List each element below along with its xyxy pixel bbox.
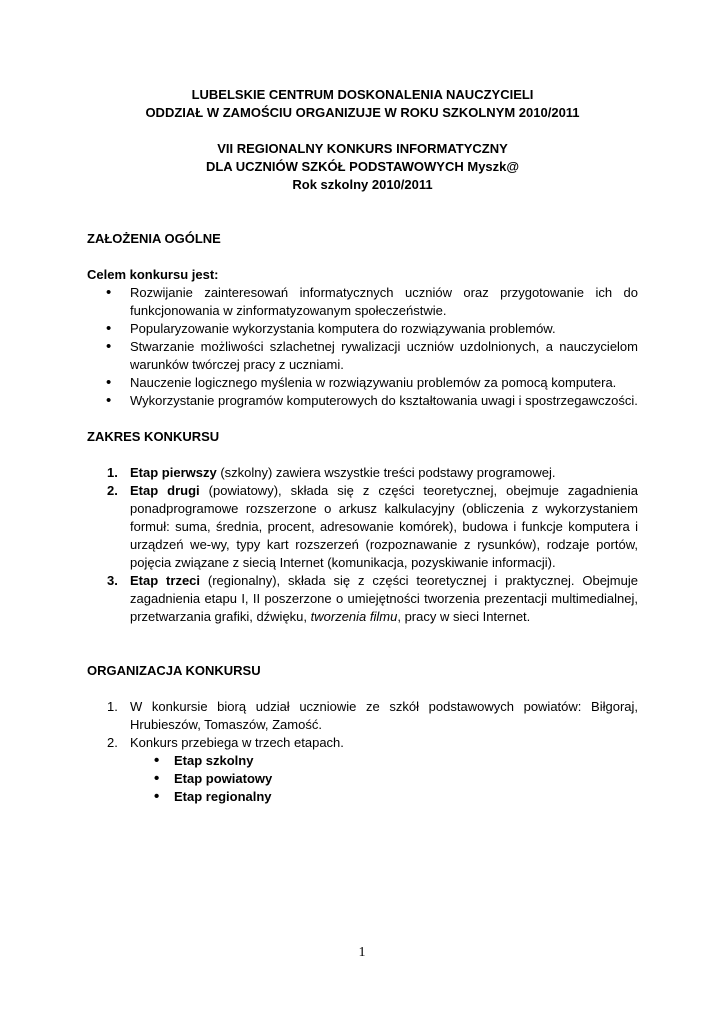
section-title-zakres: ZAKRES KONKURSU: [87, 429, 220, 444]
goal-item: • Stwarzanie możliwości szlachetnej rywalizacji uczniów uzdolnionych, a nauczycielom warunków twórczej pracy z uczniami.: [130, 338, 638, 374]
section-title-zalozenia: ZAŁOŻENIA OGÓLNE: [87, 231, 221, 246]
goal-item: • Wykorzystanie programów komputerowych do kształtowania uwagi i spostrzegawczości.: [130, 392, 638, 410]
scope-item-text: (regionalny), składa się z części teoretycznej i praktycznej. Obejmuje zagadnienia etapu I, II poszerzone o umiejętności tworzenia prezentacji multimedialnej, przetwarzania grafiki, dźwięku,: [130, 573, 638, 624]
scope-item-number: 1.: [107, 465, 118, 480]
section-title-organizacja: ORGANIZACJA KONKURSU: [87, 663, 261, 678]
page-number: 1: [358, 945, 366, 960]
organization-item-2: [107, 734, 638, 752]
scope-item-2: [107, 482, 639, 572]
header-line-5: Rok szkolny 2010/2011: [292, 177, 433, 192]
goals-list: [87, 284, 638, 410]
document-content: [87, 86, 638, 806]
scope-item-label: Etap pierwszy: [130, 465, 217, 480]
organization-item-1: [107, 698, 638, 734]
header-line-1: LUBELSKIE CENTRUM DOSKONALENIA NAUCZYCIELI: [191, 87, 534, 102]
scope-item-1: [107, 464, 638, 482]
scope-item-italic: tworzenia filmu: [310, 609, 398, 624]
header-line-3: VII REGIONALNY KONKURS INFORMATYCZNY: [217, 141, 508, 156]
organization-item-number: 1.: [107, 699, 118, 714]
stage-item: • Etap powiatowy: [174, 770, 638, 788]
scope-item-3: [107, 572, 638, 626]
scope-item-text: (szkolny) zawiera wszystkie treści podstawy programowej.: [216, 465, 556, 480]
stage-item: • Etap regionalny: [174, 788, 638, 806]
goal-item: • Popularyzowanie wykorzystania komputera do rozwiązywania problemów.: [130, 320, 638, 338]
goal-item: • Nauczenie logicznego myślenia w rozwiązywaniu problemów za pomocą komputera.: [130, 374, 638, 392]
organization-item-text: Konkurs przebiega w trzech etapach.: [130, 735, 344, 750]
stage-item: • Etap szkolny: [174, 752, 638, 770]
scope-item-number: 2.: [107, 483, 118, 498]
organization-item-text: W konkursie biorą udział uczniowie ze szkół podstawowych powiatów: Biłgoraj, Hrubieszów, Tomaszów, Zamość.: [130, 699, 638, 732]
scope-item-number: 3.: [107, 573, 118, 588]
organization-item-number: 2.: [107, 735, 118, 750]
header-line-4: DLA UCZNIÓW SZKÓŁ PODSTAWOWYCH Myszk@: [205, 159, 520, 174]
goals-intro: Celem konkursu jest:: [87, 267, 219, 282]
scope-item-text-end: , pracy w sieci Internet.: [397, 609, 531, 624]
header-line-2: ODDZIAŁ W ZAMOŚCIU ORGANIZUJE W ROKU SZKOLNYM 2010/2011: [145, 105, 580, 120]
stages-list: [87, 752, 638, 806]
scope-list: [87, 464, 638, 626]
organization-list: [87, 698, 638, 752]
scope-item-label: Etap drugi: [130, 483, 200, 498]
scope-item-label: Etap trzeci: [130, 573, 201, 588]
goal-item: • Rozwijanie zainteresowań informatycznych uczniów oraz przygotowanie ich do funkcjonowania w zinformatyzowanym społeczeństwie.: [130, 284, 638, 320]
scope-item-text: (powiatowy), składa się z części teoretycznej, obejmuje zagadnienia ponadprogramowe rozszerzone o arkusz kalkulacyjny (obliczenia z wykorzystaniem formuł: suma, średnia, procent, adresowanie komórek), budowa i funkcje komputera i urządzeń we-wy, typy kart rozszerzeń (rozpoznawanie z rysunków), rodzaje portów, pojęcia związane z siecią Internet (komunikacja, pozyskiwanie informacji).: [130, 483, 639, 570]
